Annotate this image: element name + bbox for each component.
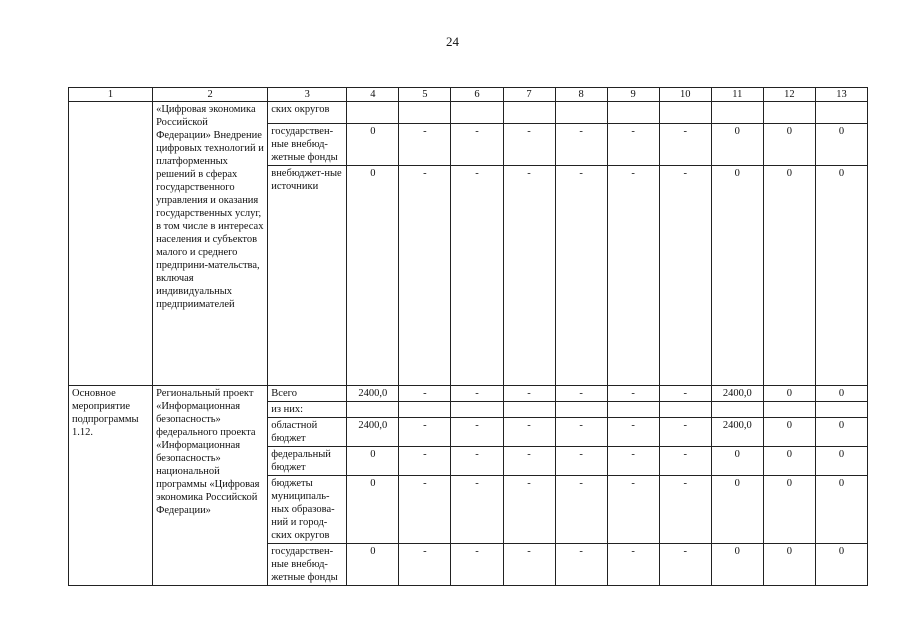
budget-table xyxy=(68,87,868,586)
funding-source-cell: бюджеты муниципаль-ных образова-ний и город-ских округов xyxy=(268,476,347,544)
table-header-row xyxy=(69,88,868,102)
value-cell: 0 xyxy=(815,418,867,447)
column-header: 1 xyxy=(69,88,153,102)
column-header: 11 xyxy=(711,88,763,102)
page-number: 24 xyxy=(446,34,459,49)
value-cell: 2400,0 xyxy=(347,386,399,402)
value-cell: 2400,0 xyxy=(711,418,763,447)
value-cell: - xyxy=(659,418,711,447)
value-cell: - xyxy=(451,166,503,386)
event-name-cell xyxy=(69,102,153,386)
column-header: 10 xyxy=(659,88,711,102)
value-cell xyxy=(607,102,659,124)
table-row xyxy=(69,386,868,402)
column-header: 7 xyxy=(503,88,555,102)
value-cell xyxy=(763,402,815,418)
value-cell: - xyxy=(659,124,711,166)
value-cell xyxy=(815,102,867,124)
value-cell: - xyxy=(659,386,711,402)
value-cell: - xyxy=(607,386,659,402)
event-name-cell: Основное мероприятие подпрограммы 1.12. xyxy=(69,386,153,586)
value-cell: - xyxy=(503,418,555,447)
value-cell: - xyxy=(607,447,659,476)
value-cell: - xyxy=(659,447,711,476)
value-cell xyxy=(815,402,867,418)
value-cell: 0 xyxy=(763,476,815,544)
value-cell xyxy=(503,402,555,418)
value-cell xyxy=(399,102,451,124)
value-cell: - xyxy=(555,476,607,544)
value-cell: 0 xyxy=(815,544,867,586)
value-cell: 0 xyxy=(815,166,867,386)
funding-source-cell: ских округов xyxy=(268,102,347,124)
value-cell: - xyxy=(399,386,451,402)
value-cell xyxy=(711,102,763,124)
value-cell xyxy=(607,402,659,418)
funding-source-cell: внебюджет-ные источники xyxy=(268,166,347,386)
value-cell xyxy=(659,102,711,124)
funding-source-cell: из них: xyxy=(268,402,347,418)
value-cell: - xyxy=(399,447,451,476)
value-cell: 2400,0 xyxy=(347,418,399,447)
value-cell: 0 xyxy=(763,418,815,447)
column-header: 6 xyxy=(451,88,503,102)
value-cell xyxy=(451,402,503,418)
value-cell: - xyxy=(555,544,607,586)
value-cell: - xyxy=(659,166,711,386)
value-cell: - xyxy=(451,476,503,544)
value-cell: - xyxy=(503,447,555,476)
value-cell: - xyxy=(555,418,607,447)
funding-source-cell: областной бюджет xyxy=(268,418,347,447)
value-cell: 0 xyxy=(347,544,399,586)
funding-source-cell: Всего xyxy=(268,386,347,402)
value-cell: - xyxy=(451,447,503,476)
table-body xyxy=(69,102,868,586)
value-cell: - xyxy=(399,166,451,386)
value-cell: 0 xyxy=(815,476,867,544)
value-cell: 2400,0 xyxy=(711,386,763,402)
column-header: 5 xyxy=(399,88,451,102)
value-cell xyxy=(347,402,399,418)
value-cell: - xyxy=(607,544,659,586)
value-cell: - xyxy=(451,544,503,586)
value-cell: - xyxy=(399,476,451,544)
column-header: 2 xyxy=(153,88,268,102)
value-cell: - xyxy=(451,418,503,447)
value-cell: - xyxy=(399,544,451,586)
value-cell: 0 xyxy=(711,544,763,586)
column-header: 12 xyxy=(763,88,815,102)
value-cell: - xyxy=(503,476,555,544)
value-cell: 0 xyxy=(763,386,815,402)
value-cell xyxy=(347,102,399,124)
value-cell: - xyxy=(555,124,607,166)
value-cell: - xyxy=(555,447,607,476)
value-cell: 0 xyxy=(711,166,763,386)
value-cell: - xyxy=(503,544,555,586)
value-cell: 0 xyxy=(763,124,815,166)
value-cell: 0 xyxy=(763,166,815,386)
value-cell: - xyxy=(399,124,451,166)
value-cell: - xyxy=(503,124,555,166)
value-cell xyxy=(399,402,451,418)
value-cell: - xyxy=(659,544,711,586)
value-cell: 0 xyxy=(347,476,399,544)
column-header: 8 xyxy=(555,88,607,102)
value-cell: 0 xyxy=(711,447,763,476)
value-cell: 0 xyxy=(711,124,763,166)
column-header: 4 xyxy=(347,88,399,102)
value-cell: - xyxy=(451,386,503,402)
funding-source-cell: государствен-ные внебюд-жетные фонды xyxy=(268,124,347,166)
value-cell: 0 xyxy=(815,447,867,476)
value-cell: 0 xyxy=(347,447,399,476)
value-cell: - xyxy=(555,386,607,402)
value-cell: 0 xyxy=(711,476,763,544)
value-cell: 0 xyxy=(815,386,867,402)
value-cell: - xyxy=(659,476,711,544)
value-cell xyxy=(711,402,763,418)
value-cell: 0 xyxy=(763,447,815,476)
value-cell: - xyxy=(607,476,659,544)
value-cell xyxy=(763,102,815,124)
value-cell: - xyxy=(607,166,659,386)
value-cell: - xyxy=(399,418,451,447)
value-cell xyxy=(451,102,503,124)
value-cell: - xyxy=(451,124,503,166)
column-header: 13 xyxy=(815,88,867,102)
project-name-cell: Региональный проект «Информационная безопасность» федерального проекта «Информационная безопасность» национальной программы «Цифровая экономика Российской Федерации» xyxy=(153,386,268,586)
value-cell: 0 xyxy=(815,124,867,166)
funding-source-cell: федеральный бюджет xyxy=(268,447,347,476)
value-cell: - xyxy=(503,386,555,402)
value-cell: - xyxy=(607,124,659,166)
project-name-cell: «Цифровая экономика Российской Федерации» Внедрение цифровых технологий и платформенных решений в сферах государственного управления и оказания государственных услуг, в том числе в интересах населения и субъектов малого и среднего предприни-мательства, включая индивидуальных предприимателей xyxy=(153,102,268,386)
funding-source-cell: государствен-ные внебюд-жетные фонды xyxy=(268,544,347,586)
value-cell xyxy=(659,402,711,418)
value-cell: 0 xyxy=(763,544,815,586)
table-row xyxy=(69,102,868,124)
value-cell: - xyxy=(503,166,555,386)
value-cell xyxy=(503,102,555,124)
value-cell xyxy=(555,102,607,124)
column-header: 9 xyxy=(607,88,659,102)
value-cell xyxy=(555,402,607,418)
value-cell: 0 xyxy=(347,124,399,166)
column-header: 3 xyxy=(268,88,347,102)
value-cell: - xyxy=(607,418,659,447)
value-cell: 0 xyxy=(347,166,399,386)
value-cell: - xyxy=(555,166,607,386)
